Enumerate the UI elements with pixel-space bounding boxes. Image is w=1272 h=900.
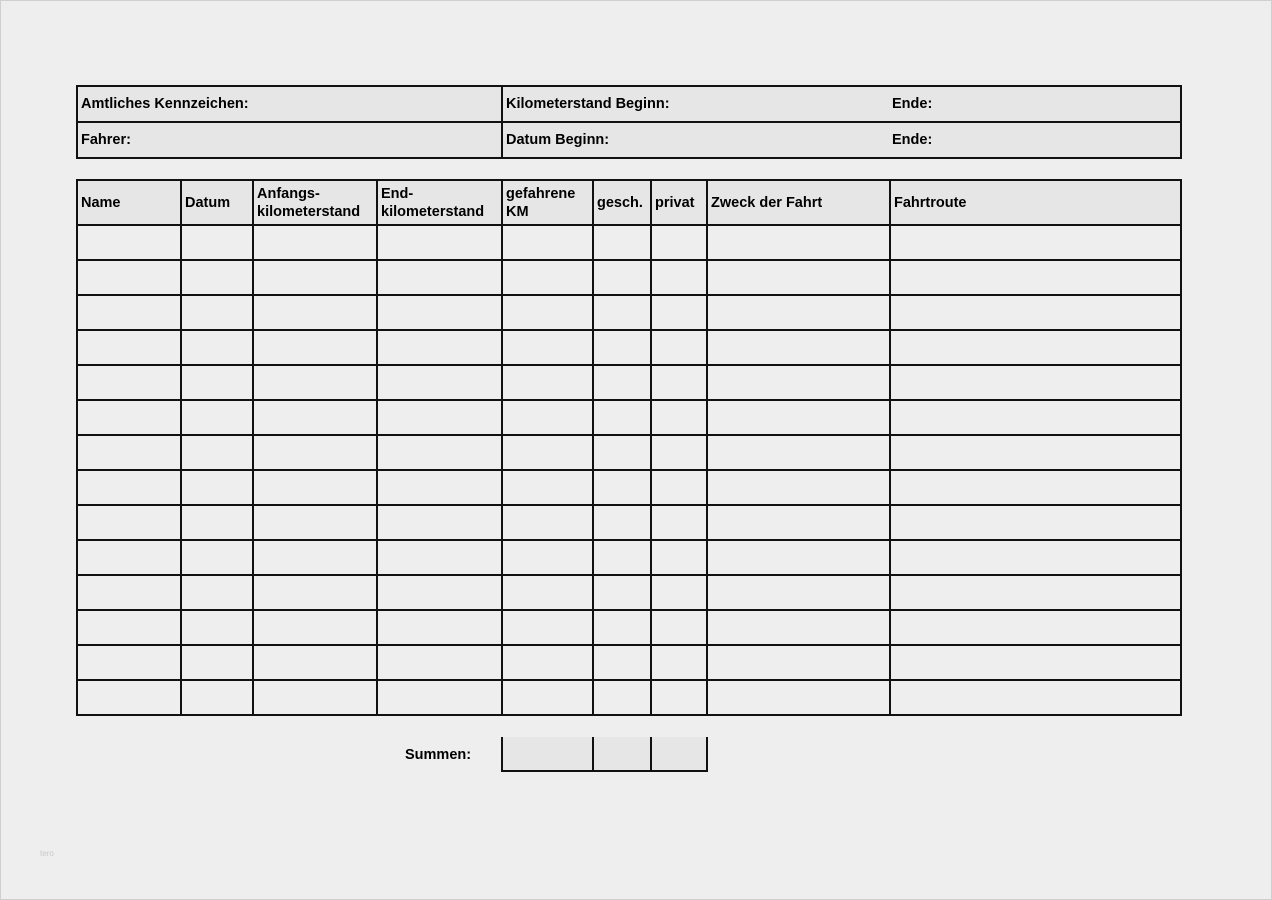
cell-datum[interactable] [181, 400, 253, 435]
cell-privat[interactable] [651, 540, 707, 575]
cell-privat[interactable] [651, 260, 707, 295]
datum-ende-field[interactable] [889, 122, 1181, 158]
cell-gefahrene-km[interactable] [502, 435, 593, 470]
cell-zweck[interactable] [707, 575, 890, 610]
cell-zweck[interactable] [707, 295, 890, 330]
cell-gesch[interactable] [593, 260, 651, 295]
cell-end-km[interactable] [377, 505, 502, 540]
cell-zweck[interactable] [707, 260, 890, 295]
cell-gefahrene-km[interactable] [502, 610, 593, 645]
cell-gesch[interactable] [593, 400, 651, 435]
cell-end-km[interactable] [377, 680, 502, 715]
cell-anfangs-km[interactable] [253, 540, 377, 575]
cell-name[interactable] [77, 330, 181, 365]
cell-gesch[interactable] [593, 295, 651, 330]
cell-anfangs-km[interactable] [253, 645, 377, 680]
cell-end-km[interactable] [377, 575, 502, 610]
cell-zweck[interactable] [707, 610, 890, 645]
table-row [77, 400, 1181, 435]
cell-gesch[interactable] [593, 505, 651, 540]
cell-datum[interactable] [181, 645, 253, 680]
cell-datum[interactable] [181, 260, 253, 295]
cell-end-km[interactable] [377, 295, 502, 330]
cell-anfangs-km[interactable] [253, 225, 377, 260]
cell-datum[interactable] [181, 435, 253, 470]
cell-fahrtroute[interactable] [890, 610, 1181, 645]
cell-name[interactable] [77, 225, 181, 260]
cell-gefahrene-km[interactable] [502, 260, 593, 295]
col-header-anfangs-km: Anfangs- kilometerstand [253, 180, 377, 225]
table-row [77, 575, 1181, 610]
cell-zweck[interactable] [707, 400, 890, 435]
cell-zweck[interactable] [707, 225, 890, 260]
cell-name[interactable] [77, 400, 181, 435]
cell-fahrtroute[interactable] [890, 540, 1181, 575]
log-header-row [77, 180, 1181, 225]
cell-end-km[interactable] [377, 540, 502, 575]
table-row [77, 330, 1181, 365]
cell-datum[interactable] [181, 575, 253, 610]
cell-privat[interactable] [651, 365, 707, 400]
cell-gesch[interactable] [593, 680, 651, 715]
cell-anfangs-km[interactable] [253, 435, 377, 470]
cell-privat[interactable] [651, 330, 707, 365]
cell-zweck[interactable] [707, 645, 890, 680]
cell-end-km[interactable] [377, 400, 502, 435]
cell-anfangs-km[interactable] [253, 330, 377, 365]
cell-datum[interactable] [181, 225, 253, 260]
col-header-gesch: gesch. [593, 180, 651, 225]
cell-gesch[interactable] [593, 365, 651, 400]
cell-datum[interactable] [181, 540, 253, 575]
cell-datum[interactable] [181, 330, 253, 365]
cell-gesch[interactable] [593, 610, 651, 645]
cell-gefahrene-km[interactable] [502, 225, 593, 260]
table-row [77, 610, 1181, 645]
cell-privat[interactable] [651, 470, 707, 505]
km-beginn-label: Kilometerstand Beginn: [506, 96, 670, 112]
col-header-name: Name [77, 180, 181, 225]
cell-gesch[interactable] [593, 540, 651, 575]
cell-anfangs-km[interactable] [253, 680, 377, 715]
cell-privat[interactable] [651, 225, 707, 260]
cell-zweck[interactable] [707, 680, 890, 715]
summen-label: Summen: [405, 747, 472, 763]
datum-beginn-label: Datum Beginn: [506, 132, 610, 148]
col-header-fahrtroute: Fahrtroute [890, 180, 1181, 225]
cell-fahrtroute[interactable] [890, 400, 1181, 435]
header-row-vehicle [77, 86, 1181, 122]
cell-anfangs-km[interactable] [253, 400, 377, 435]
cell-gesch[interactable] [593, 575, 651, 610]
cell-gefahrene-km[interactable] [502, 330, 593, 365]
col-header-gefahrene-km: gefahrene KM [502, 180, 593, 225]
cell-anfangs-km[interactable] [253, 470, 377, 505]
cell-gesch[interactable] [593, 330, 651, 365]
cell-datum[interactable] [181, 470, 253, 505]
cell-privat[interactable] [651, 575, 707, 610]
cell-privat[interactable] [651, 295, 707, 330]
cell-end-km[interactable] [377, 610, 502, 645]
cell-gefahrene-km[interactable] [502, 470, 593, 505]
cell-fahrtroute[interactable] [890, 330, 1181, 365]
sum-privat-cell[interactable] [651, 737, 707, 771]
col-header-end-km: End- kilometerstand [377, 180, 502, 225]
cell-gefahrene-km[interactable] [502, 645, 593, 680]
cell-gesch[interactable] [593, 645, 651, 680]
cell-gefahrene-km[interactable] [502, 540, 593, 575]
cell-zweck[interactable] [707, 470, 890, 505]
cell-name[interactable] [77, 260, 181, 295]
cell-name[interactable] [77, 680, 181, 715]
table-row [77, 680, 1181, 715]
cell-fahrtroute[interactable] [890, 575, 1181, 610]
cell-gesch[interactable] [593, 225, 651, 260]
cell-name[interactable] [77, 575, 181, 610]
table-row [77, 435, 1181, 470]
cell-end-km[interactable] [377, 645, 502, 680]
table-row [77, 295, 1181, 330]
km-ende-label: Ende: [892, 96, 933, 112]
table-row [77, 365, 1181, 400]
cell-privat[interactable] [651, 680, 707, 715]
cell-privat[interactable] [651, 435, 707, 470]
cell-anfangs-km[interactable] [253, 295, 377, 330]
cell-fahrtroute[interactable] [890, 260, 1181, 295]
cell-zweck[interactable] [707, 540, 890, 575]
vehicle-header-table [76, 85, 1182, 159]
cell-fahrtroute[interactable] [890, 645, 1181, 680]
trip-log-table [76, 179, 1182, 716]
cell-gesch[interactable] [593, 435, 651, 470]
cell-privat[interactable] [651, 505, 707, 540]
col-header-zweck: Zweck der Fahrt [707, 180, 890, 225]
cell-zweck[interactable] [707, 365, 890, 400]
cell-gefahrene-km[interactable] [502, 400, 593, 435]
cell-anfangs-km[interactable] [253, 505, 377, 540]
cell-name[interactable] [77, 610, 181, 645]
cell-end-km[interactable] [377, 470, 502, 505]
sum-gefahrene-km-cell[interactable] [502, 737, 593, 771]
cell-end-km[interactable] [377, 225, 502, 260]
table-row [77, 260, 1181, 295]
cell-fahrtroute[interactable] [890, 365, 1181, 400]
cell-anfangs-km[interactable] [253, 610, 377, 645]
km-beginn-field[interactable] [502, 86, 889, 122]
km-ende-field[interactable] [889, 86, 1181, 122]
sums-table [501, 737, 708, 772]
header-row-driver [77, 122, 1181, 158]
footer-watermark: tero [40, 849, 54, 858]
datum-ende-label: Ende: [892, 132, 933, 148]
cell-gefahrene-km[interactable] [502, 365, 593, 400]
cell-datum[interactable] [181, 610, 253, 645]
cell-name[interactable] [77, 295, 181, 330]
cell-anfangs-km[interactable] [253, 365, 377, 400]
cell-name[interactable] [77, 435, 181, 470]
cell-end-km[interactable] [377, 330, 502, 365]
table-row [77, 225, 1181, 260]
cell-privat[interactable] [651, 645, 707, 680]
cell-zweck[interactable] [707, 330, 890, 365]
cell-fahrtroute[interactable] [890, 435, 1181, 470]
cell-end-km[interactable] [377, 435, 502, 470]
cell-datum[interactable] [181, 295, 253, 330]
cell-end-km[interactable] [377, 365, 502, 400]
cell-gesch[interactable] [593, 470, 651, 505]
cell-privat[interactable] [651, 400, 707, 435]
cell-name[interactable] [77, 540, 181, 575]
cell-name[interactable] [77, 365, 181, 400]
cell-fahrtroute[interactable] [890, 295, 1181, 330]
sums-row [502, 737, 707, 771]
cell-anfangs-km[interactable] [253, 260, 377, 295]
datum-beginn-field[interactable] [502, 122, 889, 158]
cell-fahrtroute[interactable] [890, 470, 1181, 505]
table-row [77, 540, 1181, 575]
cell-end-km[interactable] [377, 260, 502, 295]
cell-fahrtroute[interactable] [890, 225, 1181, 260]
cell-gefahrene-km[interactable] [502, 295, 593, 330]
col-header-privat: privat [651, 180, 707, 225]
fahrer-label: Fahrer: [81, 132, 131, 148]
table-row [77, 470, 1181, 505]
cell-zweck[interactable] [707, 505, 890, 540]
cell-anfangs-km[interactable] [253, 575, 377, 610]
cell-name[interactable] [77, 505, 181, 540]
cell-datum[interactable] [181, 505, 253, 540]
cell-datum[interactable] [181, 365, 253, 400]
cell-zweck[interactable] [707, 435, 890, 470]
cell-name[interactable] [77, 645, 181, 680]
cell-fahrtroute[interactable] [890, 680, 1181, 715]
cell-fahrtroute[interactable] [890, 505, 1181, 540]
kennzeichen-field[interactable] [77, 86, 502, 122]
cell-gefahrene-km[interactable] [502, 575, 593, 610]
col-header-datum: Datum [181, 180, 253, 225]
cell-datum[interactable] [181, 680, 253, 715]
table-row [77, 645, 1181, 680]
cell-gefahrene-km[interactable] [502, 505, 593, 540]
table-row [77, 505, 1181, 540]
fahrer-field[interactable] [77, 122, 502, 158]
cell-privat[interactable] [651, 610, 707, 645]
sum-gesch-cell[interactable] [593, 737, 651, 771]
cell-name[interactable] [77, 470, 181, 505]
cell-gefahrene-km[interactable] [502, 680, 593, 715]
kennzeichen-label: Amtliches Kennzeichen: [81, 96, 249, 112]
